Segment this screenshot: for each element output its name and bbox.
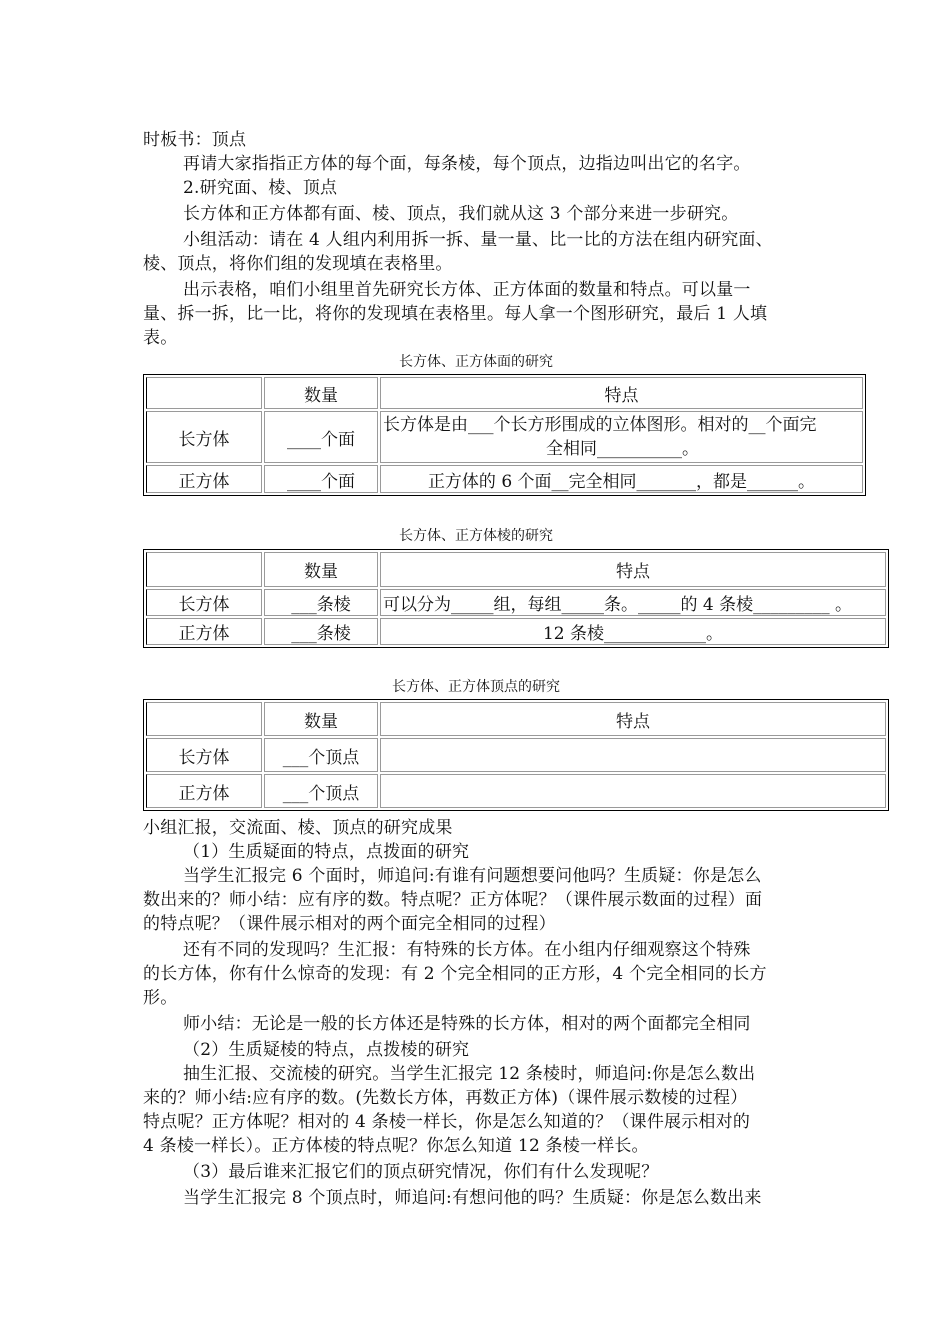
paragraph: 4 条棱一样长）。正方体棱的特点呢？你怎么知道 12 条棱一样长。 bbox=[143, 1136, 649, 1156]
table-cell-feature: 正方体的 6 个面__完全相同_______，都是______。 bbox=[380, 465, 863, 493]
paragraph: 形。 bbox=[143, 988, 178, 1008]
table-cell-count: ___个顶点 bbox=[264, 774, 378, 808]
table-cell-feature: 可以分为_____组，每组_____条。_____的 4 条棱_________ 。 bbox=[380, 589, 886, 616]
table-caption: 长方体、正方体顶点的研究 bbox=[392, 679, 560, 695]
paragraph-board: 时板书：顶点 bbox=[143, 130, 247, 150]
column-header-count: 数量 bbox=[264, 552, 378, 587]
paragraph: 小组汇报，交流面、棱、顶点的研究成果 bbox=[143, 818, 453, 838]
paragraph: （3）最后谁来汇报它们的顶点研究情况，你们有什么发现呢？ bbox=[183, 1162, 659, 1182]
table-cell-empty bbox=[146, 377, 262, 409]
feature-line: 全相同__________。 bbox=[546, 439, 699, 459]
table-cell-empty bbox=[146, 702, 262, 736]
paragraph: 抽生汇报、交流棱的研究。当学生汇报完 12 条棱时，师追问:你是怎么数出 bbox=[183, 1064, 756, 1084]
paragraph: 小组活动：请在 4 人组内利用拆一拆、量一量、比一比的方法在组内研究面、 bbox=[183, 230, 773, 250]
paragraph: （2）生质疑棱的特点，点拨棱的研究 bbox=[183, 1040, 470, 1060]
row-header-cuboid: 长方体 bbox=[146, 411, 262, 463]
table-caption: 长方体、正方体棱的研究 bbox=[399, 528, 553, 544]
paragraph: 再请大家指指正方体的每个面，每条棱，每个顶点，边指边叫出它的名字。 bbox=[183, 154, 751, 174]
column-header-feature: 特点 bbox=[380, 552, 886, 587]
table-cell-feature bbox=[380, 774, 886, 808]
table-cell-count: ____个面 bbox=[264, 411, 378, 463]
column-header-feature: 特点 bbox=[380, 702, 886, 736]
row-header-cube: 正方体 bbox=[146, 465, 262, 493]
paragraph: 的特点呢？（课件展示相对的两个面完全相同的过程） bbox=[143, 914, 556, 934]
vertices-table bbox=[143, 699, 889, 811]
section-heading: 2.研究面、棱、顶点 bbox=[183, 178, 338, 198]
table-cell-count: ___个顶点 bbox=[264, 738, 378, 772]
paragraph: 棱、顶点，将你们组的发现填在表格里。 bbox=[143, 254, 453, 274]
table-caption: 长方体、正方体面的研究 bbox=[399, 354, 553, 370]
table-cell-feature: 12 条棱____________。 bbox=[380, 618, 886, 645]
paragraph: 当学生汇报完 8 个顶点时，师追问:有想问他的吗？生质疑：你是怎么数出来 bbox=[183, 1188, 762, 1208]
edges-table bbox=[143, 549, 889, 648]
paragraph: 出示表格，咱们小组里首先研究长方体、正方体面的数量和特点。可以量一 bbox=[183, 280, 751, 300]
table-cell-count: ___条棱 bbox=[264, 618, 378, 645]
faces-table bbox=[143, 374, 866, 496]
row-header-cuboid: 长方体 bbox=[146, 589, 262, 616]
table-cell-count: ___条棱 bbox=[264, 589, 378, 616]
paragraph: 量、拆一拆，比一比，将你的发现填在表格里。每人拿一个图形研究，最后 1 人填 bbox=[143, 304, 768, 324]
table-cell-count: ____个面 bbox=[264, 465, 378, 493]
column-header-feature: 特点 bbox=[380, 377, 863, 409]
table-cell-feature bbox=[380, 411, 863, 463]
paragraph: （1）生质疑面的特点，点拨面的研究 bbox=[183, 842, 470, 862]
paragraph: 表。 bbox=[143, 328, 178, 348]
paragraph: 长方体和正方体都有面、棱、顶点，我们就从这 3 个部分来进一步研究。 bbox=[183, 204, 739, 224]
paragraph: 还有不同的发现吗？生汇报：有特殊的长方体。在小组内仔细观察这个特殊 bbox=[183, 940, 751, 960]
paragraph: 来的？师小结:应有序的数。(先数长方体，再数正方体)（课件展示数棱的过程） bbox=[143, 1088, 748, 1108]
row-header-cuboid: 长方体 bbox=[146, 738, 262, 772]
paragraph: 的长方体，你有什么惊奇的发现：有 2 个完全相同的正方形，4 个完全相同的长方 bbox=[143, 964, 767, 984]
feature-line: 长方体是由___个长方形围成的立体图形。相对的__个面完 bbox=[383, 415, 817, 435]
paragraph: 特点呢？正方体呢？相对的 4 条棱一样长，你是怎么知道的？（课件展示相对的 bbox=[143, 1112, 751, 1132]
paragraph: 数出来的？师小结：应有序的数。特点呢？正方体呢？（课件展示数面的过程）面 bbox=[143, 890, 763, 910]
paragraph: 当学生汇报完 6 个面时，师追问:有谁有问题想要问他吗？生质疑：你是怎么 bbox=[183, 866, 762, 886]
table-cell-empty bbox=[146, 552, 262, 587]
column-header-count: 数量 bbox=[264, 702, 378, 736]
row-header-cube: 正方体 bbox=[146, 774, 262, 808]
column-header-count: 数量 bbox=[264, 377, 378, 409]
table-cell-feature bbox=[380, 738, 886, 772]
paragraph: 师小结：无论是一般的长方体还是特殊的长方体，相对的两个面都完全相同 bbox=[183, 1014, 751, 1034]
row-header-cube: 正方体 bbox=[146, 618, 262, 645]
